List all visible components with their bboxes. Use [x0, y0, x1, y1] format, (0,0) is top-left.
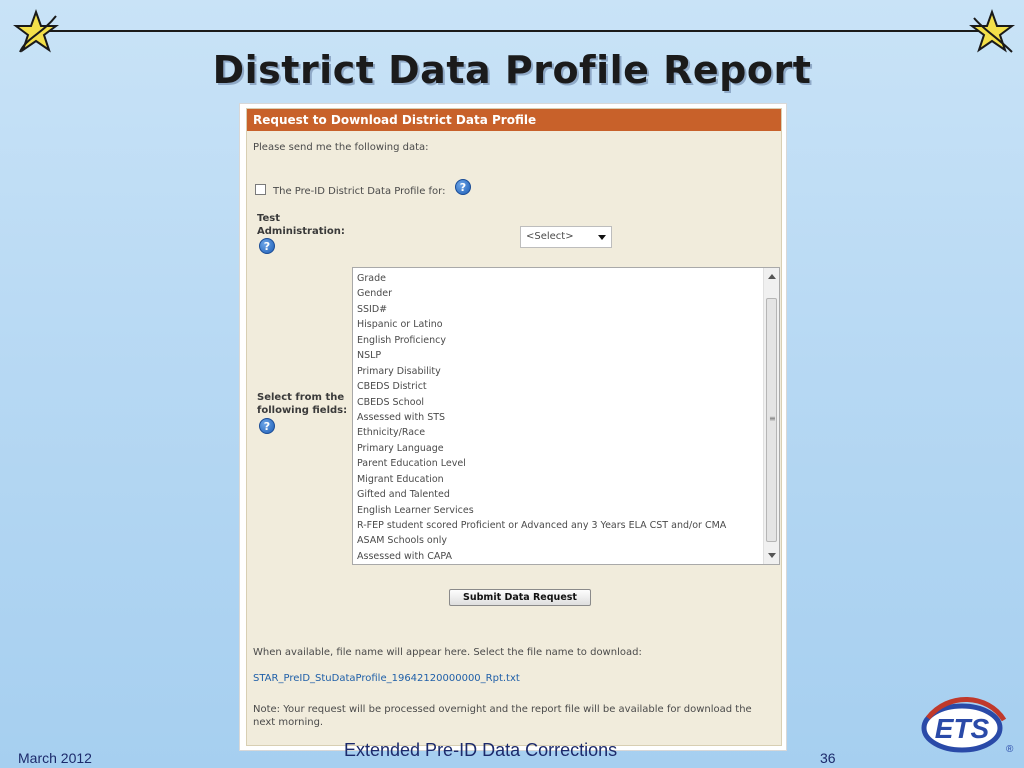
help-icon[interactable]: ?	[455, 179, 471, 195]
list-item[interactable]: R-FEP student scored Proficient or Advanced any 3 Years ELA CST and/or CMA	[357, 520, 727, 531]
list-item[interactable]: NSLP	[357, 350, 382, 362]
list-item[interactable]: Assessed with CAPA	[357, 550, 452, 562]
list-item[interactable]: English Learner Services	[357, 504, 474, 516]
footer-title: Extended Pre-ID Data Corrections	[344, 740, 618, 760]
fields-list	[353, 268, 779, 564]
panel-header: Request to Download District Data Profile	[247, 109, 781, 131]
list-item[interactable]: Primary Language	[357, 442, 444, 454]
checkbox-label: The Pre-ID District Data Profile for:	[273, 186, 446, 197]
list-item[interactable]: Parent Education Level	[357, 458, 466, 470]
scroll-thumb[interactable]	[766, 298, 777, 542]
list-item[interactable]: English Proficiency	[357, 334, 446, 346]
list-item[interactable]: SSID#	[357, 303, 388, 315]
list-item[interactable]: Migrant Education	[357, 473, 444, 485]
embedded-screenshot	[240, 104, 786, 750]
list-item[interactable]: CBEDS District	[357, 381, 427, 393]
logo-text: ETS	[934, 713, 990, 744]
test-admin-select[interactable]	[520, 226, 612, 248]
test-admin-label: Test Administration:	[257, 213, 345, 237]
submit-data-request-button[interactable]: Submit Data Request	[449, 589, 591, 606]
list-item[interactable]: Assessed with STS	[357, 411, 446, 423]
list-item[interactable]: CBEDS School	[357, 396, 425, 408]
download-form-panel	[246, 108, 782, 746]
list-item[interactable]: Ethnicity/Race	[357, 427, 426, 439]
pre-id-profile-checkbox[interactable]	[255, 184, 266, 195]
scroll-down-icon[interactable]	[768, 553, 776, 558]
list-item[interactable]: Hispanic or Latino	[357, 319, 443, 331]
help-icon[interactable]: ?	[259, 238, 275, 254]
scroll-up-icon[interactable]	[768, 274, 776, 279]
scroll-grip-icon: ≡	[769, 414, 776, 423]
fields-label: Select from the following fields:	[257, 392, 348, 416]
select-value: <Select>	[526, 231, 574, 242]
note-text: Note: Your request will be processed overnight and the report file will be available for download the next morning.	[253, 704, 752, 728]
ets-logo	[918, 696, 1014, 760]
intro-text: Please send me the following data:	[253, 142, 429, 153]
page-number: 36	[820, 750, 836, 766]
list-item[interactable]: Grade	[357, 273, 386, 284]
fields-listbox[interactable]	[352, 267, 780, 565]
list-item[interactable]: Primary Disability	[357, 365, 441, 377]
listbox-scrollbar[interactable]	[763, 268, 779, 564]
report-file-link[interactable]: STAR_PreID_StuDataProfile_19642120000000_Rpt.txt	[253, 673, 520, 684]
file-prompt-text: When available, file name will appear here. Select the file name to download:	[253, 647, 642, 658]
logo-mark: ®	[1006, 744, 1014, 755]
list-item[interactable]: ASAM Schools only	[357, 535, 448, 547]
chevron-down-icon	[598, 235, 606, 240]
list-item[interactable]: Gender	[357, 288, 393, 300]
list-item[interactable]: Gifted and Talented	[357, 489, 450, 501]
help-icon[interactable]: ?	[259, 418, 275, 434]
top-rule	[40, 30, 984, 32]
footer-date: March 2012	[18, 750, 92, 766]
slide-title: District Data Profile Report	[212, 48, 812, 92]
